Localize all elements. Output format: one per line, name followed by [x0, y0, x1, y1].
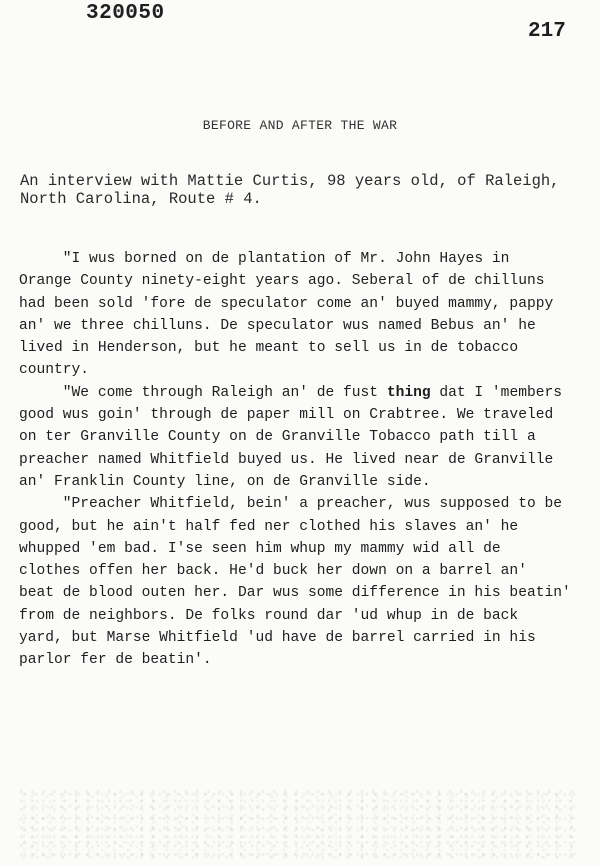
- body-line: beat de blood outen her. Dar wus some difference in his beatin': [19, 585, 571, 602]
- body-line: good wus goin' through de paper mill on Crabtree. We traveled: [19, 407, 554, 424]
- interview-intro: [20, 172, 580, 208]
- paper-speckle-texture: [20, 790, 580, 860]
- body-line: an' Franklin County line, on de Granville side.: [19, 473, 431, 490]
- body-line: parlor fer de beatin'.: [19, 652, 212, 669]
- intro-line: North Carolina, Route # 4.: [20, 190, 262, 208]
- body-line: [19, 382, 589, 404]
- body-line: an' we three chilluns. De speculator wus named Bebus an' he: [19, 317, 536, 334]
- body-line: clothes offen her back. He'd buck her down on a barrel an': [19, 563, 527, 580]
- page-number: 217: [528, 20, 566, 43]
- body-line: good, but he ain't half fed ner clothed his slaves an' he: [19, 518, 519, 535]
- body-line: yard, but Marse Whitfield 'ud have de barrel carried in his: [19, 630, 536, 647]
- body-line: "Preacher Whitfield, bein' a preacher, wus supposed to be: [19, 496, 562, 513]
- body-line: Orange County ninety-eight years ago. Seberal of de chilluns: [19, 273, 545, 290]
- body-line: preacher named Whitfield buyed us. He lived near de Granville: [19, 451, 554, 468]
- intro-line: An interview with Mattie Curtis, 98 years old, of Raleigh,: [20, 172, 560, 190]
- body-line: lived in Henderson, but he meant to sell us in de tobacco: [19, 340, 519, 357]
- body-line-end: dat I 'members: [430, 384, 562, 401]
- body-line: "I wus borned on de plantation of Mr. John Hayes in: [19, 251, 510, 267]
- body-line: from de neighbors. De folks round dar 'ud whup in de back: [19, 607, 519, 624]
- body-line-start: "We come through Raleigh an' de fust: [19, 384, 387, 401]
- body-line: on ter Granville County on de Granville Tobacco path till a: [19, 429, 536, 446]
- archive-stamp-number: 320050: [86, 2, 165, 25]
- bold-word: thing: [386, 384, 431, 401]
- body-line: had been sold 'fore de speculator come an' buyed mammy, pappy: [19, 295, 554, 312]
- body-line: country.: [19, 362, 90, 379]
- document-title: BEFORE AND AFTER THE WAR: [202, 118, 398, 133]
- body-line: whupped 'em bad. I'se seen him whup my mammy wid all de: [19, 540, 501, 557]
- interview-body: [19, 248, 589, 672]
